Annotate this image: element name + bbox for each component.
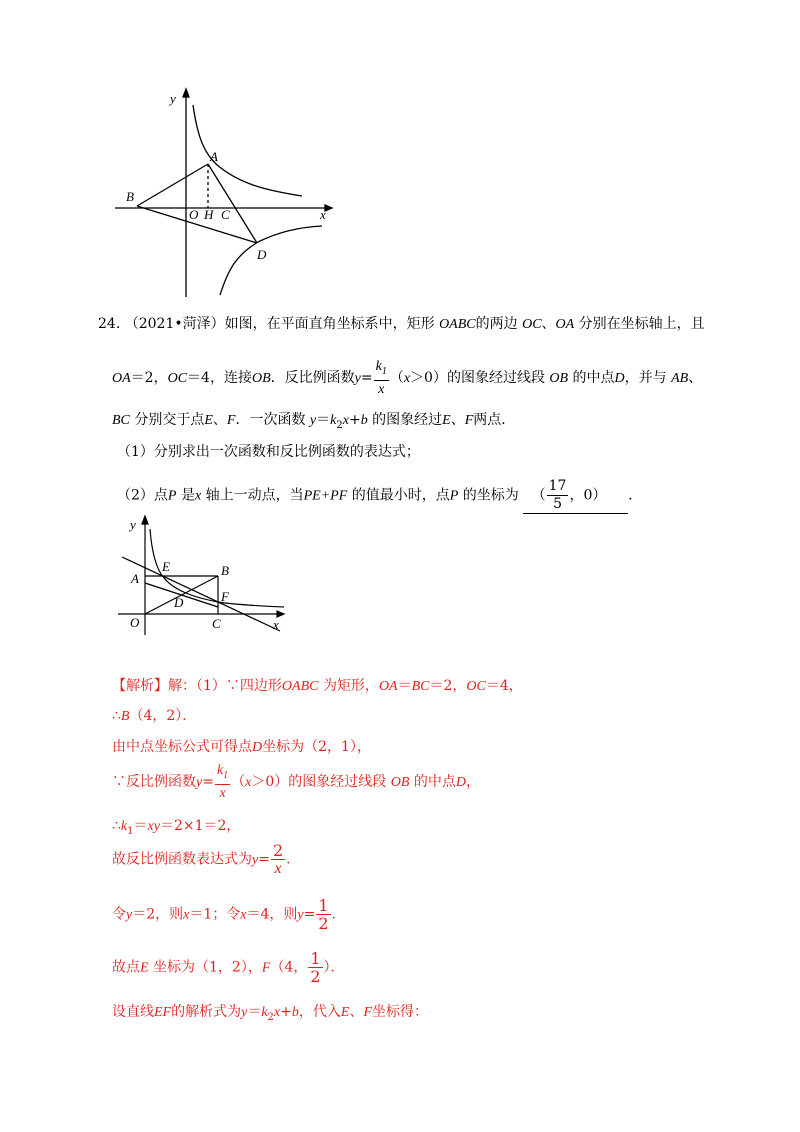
fig1-label-y: y (170, 91, 176, 106)
fraction-2-over-x: $\frac{2}{x}$ (272, 841, 284, 877)
solution-line-4: ∵反比例函数y= $\frac{k_1}{x}$ （x＞0）的图象经过线段 OB 的中点D， (112, 763, 481, 801)
fraction-k1-over-x: $\frac{k_1}{x}$ (375, 359, 387, 397)
fig2-label-y: y (130, 517, 136, 532)
fig1-label-x: x (320, 207, 326, 222)
fig1-label-D: D (257, 247, 267, 262)
y-axis-arrow (142, 516, 148, 524)
solution-line-9: 设直线EF的解析式为$y=k_2x+b$，代入E、F坐标得： (112, 1004, 428, 1023)
solution-line-6: 故反比例函数表达式为y= $\frac{2}{x}$ . (112, 841, 291, 877)
fraction-k1-over-x: $\frac{k_1}{x}$ (216, 763, 229, 801)
figure-1-graph (110, 85, 340, 300)
fig1-label-O: O (189, 207, 199, 222)
x-axis-arrow (325, 205, 332, 211)
solution-line-1: 【解析】解：（1）∵四边形OABC 为矩形，OA＝BC＝2，OC＝4， (112, 678, 523, 694)
problem-line-1: 24. （2021•菏泽）如图，在平面直角坐标系中，矩形 OABC的两边 OC、OA 分别在坐标轴上，且 (98, 316, 705, 332)
fraction-1-over-2: $\frac{1}{2}$ (318, 896, 329, 933)
question-1: （1）分别求出一次函数和反比例函数的表达式； (117, 444, 420, 460)
solution-line-8: 故点E 坐标为（1，2），F（4， $\frac{1}{2}$ ）． (112, 949, 345, 986)
fig2-label-D: D (174, 595, 184, 610)
fraction-17-over-5: $\frac{17}{5}$ (548, 478, 567, 512)
figure-2-graph (112, 515, 292, 635)
question-2: （2）点P 是x 轴上一动点，当PE+PF 的值最小时，点P 的坐标为 （ $\frac{17}{5}$ ，0） ． (117, 478, 643, 512)
problem-number: 24. (98, 316, 121, 332)
line-BA (137, 164, 208, 206)
fig2-label-B: B (221, 563, 229, 578)
fig1-label-B: B (126, 189, 134, 204)
fig2-label-A: A (131, 571, 139, 586)
solution-line-5: $\therefore k_1=xy=2\times 1=2$， (112, 818, 241, 837)
fig1-label-H: H (204, 207, 214, 222)
solution-line-7: 令y＝2，则x＝1；令x＝4，则y= $\frac{1}{2}$ . (112, 896, 337, 933)
fig2-label-E: E (162, 559, 170, 574)
fig1-label-A: A (210, 149, 218, 164)
fig2-label-x: x (273, 617, 279, 632)
problem-line-3: BC 分别交于点E、F．一次函数 $y=k_2x+b$ 的图象经过E、F两点． (112, 412, 516, 431)
hyperbola (150, 529, 284, 607)
line-EF (122, 557, 280, 631)
fig1-label-C: C (221, 207, 230, 222)
solution-line-2: ∴B（4，2）． (112, 708, 197, 724)
solution-tag: 【解析】 (112, 678, 168, 694)
fraction-1-over-2: $\frac{1}{2}$ (310, 949, 321, 986)
problem-line-2: OA＝2，OC＝4，连接OB．反比例函数y= $\frac{k_1}{x}$ （x＞0）的图象经过线段 OB 的中点D，并与 AB、 (112, 359, 703, 397)
fig2-label-F: F (221, 589, 229, 604)
solution-line-3: 由中点坐标公式可得点D坐标为（2，1）， (112, 739, 371, 755)
fig2-label-O: O (130, 615, 140, 630)
fig2-label-C: C (212, 616, 221, 631)
y-axis-arrow (183, 89, 189, 97)
answer-blank: （ $\frac{17}{5}$ ，0） (523, 478, 628, 514)
